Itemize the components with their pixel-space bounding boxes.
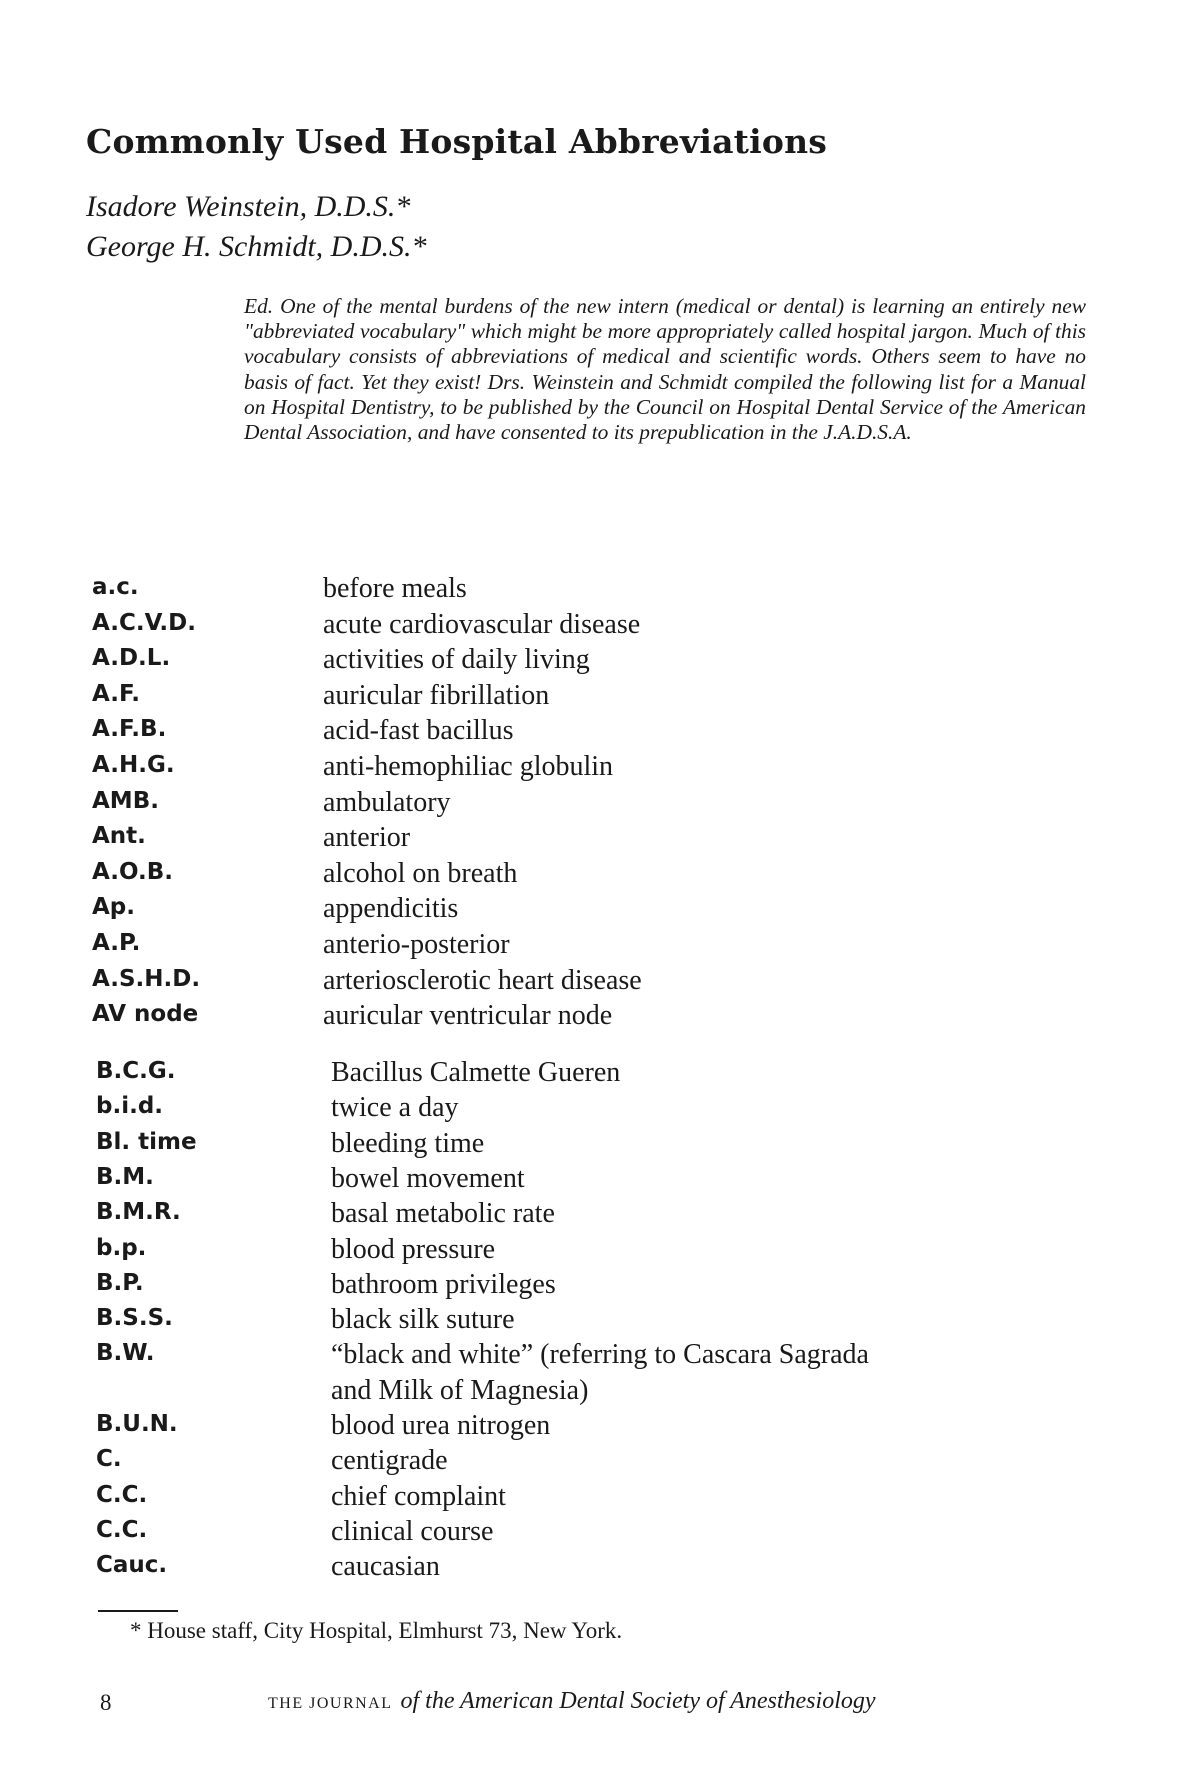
abbreviation-definition: blood pressure — [331, 1233, 496, 1265]
abbreviation-definition: chief complaint — [331, 1480, 506, 1512]
abbreviation-term: A.C.V.D. — [92, 609, 196, 636]
abbreviation-term: a.c. — [92, 574, 139, 600]
abbreviation-term: Ant. — [92, 823, 146, 850]
abbreviation-term: A.S.H.D. — [92, 965, 201, 992]
page-number: 8 — [100, 1690, 112, 1715]
abbreviation-term: b.i.d. — [96, 1093, 164, 1120]
abbreviation-term: A.H.G. — [92, 752, 175, 778]
abbreviation-term: A.F.B. — [92, 716, 167, 743]
abbreviation-term: Cauc. — [96, 1552, 168, 1579]
abbreviation-definition: centigrade — [331, 1445, 448, 1477]
abbreviation-definition: anterio-posterior — [323, 929, 510, 960]
abbreviation-term: Ap. — [92, 894, 136, 921]
abbreviation-term: A.D.L. — [92, 645, 171, 672]
abbreviation-term: AV node — [92, 1001, 199, 1028]
abbreviation-definition: arteriosclerotic heart disease — [323, 964, 642, 996]
abbreviation-definition: auricular ventricular node — [323, 1000, 613, 1032]
abbreviation-definition: clinical course — [331, 1515, 494, 1547]
abbreviation-definition: anterior — [323, 822, 411, 854]
abbreviation-term: Bl. time — [96, 1128, 197, 1155]
abbreviation-definition: twice a day — [331, 1092, 459, 1124]
abbreviation-term: A.O.B. — [92, 858, 174, 885]
author-2: George H. Schmidt, D.D.S.* — [86, 230, 427, 263]
abbreviation-definition: “black and white” (referring to Cascara Sagrada — [331, 1339, 869, 1371]
abbreviation-term: C. — [96, 1446, 122, 1473]
abbreviation-definition: basal metabolic rate — [331, 1198, 555, 1230]
abbreviation-term: A.F. — [92, 680, 141, 707]
abbreviation-definition: black silk suture — [331, 1304, 515, 1336]
abbreviation-term: A.P. — [92, 930, 141, 956]
footnote-rule — [98, 1610, 178, 1612]
abbreviation-term: B.U.N. — [96, 1411, 178, 1437]
abbreviation-definition: acid-fast bacillus — [323, 715, 514, 747]
abbreviation-term: B.C.G. — [96, 1058, 176, 1084]
abbreviation-definition: blood urea nitrogen — [331, 1410, 551, 1441]
running-footer — [268, 1688, 876, 1715]
abbreviation-term: B.M. — [96, 1163, 154, 1190]
abbreviation-definition: bathroom privileges — [331, 1268, 556, 1300]
abbreviation-term: C.C. — [96, 1516, 148, 1543]
abbreviation-definition: activities of daily living — [323, 644, 590, 676]
abbreviation-definition: Bacillus Calmette Gueren — [331, 1057, 621, 1088]
abbreviation-term: B.P. — [96, 1269, 144, 1296]
footnote: * House staff, City Hospital, Elmhurst 73, New York. — [130, 1618, 623, 1643]
abbreviation-definition: anti-hemophiliac globulin — [323, 751, 614, 782]
journal-name-rest: of the American Dental Society of Anesthesiology — [400, 1688, 876, 1714]
abbreviation-term: B.S.S. — [96, 1305, 173, 1332]
abbreviation-term: C.C. — [96, 1481, 148, 1508]
abbreviation-term: b.p. — [96, 1234, 147, 1261]
editor-note: Ed. One of the mental burdens of the new intern (medical or dental) is learning an entirely new "abbreviated vocabulary" which might be more appropriately called hospital jargon. Much of this vocabulary consists of abbreviations of medical and scientific words. Others seem to have no basis of fact. Yet they exist! Drs. Weinstein and Schmidt compiled the following list for a Manual on Hospital Dentistry, to be published by the Council on Hospital Dental Service of the American Dental Association, and have consented to its prepublication in the J.A.D.S.A. — [244, 294, 1086, 445]
abbreviation-term: B.W. — [96, 1340, 155, 1367]
abbreviation-definition: before meals — [323, 573, 467, 604]
author-1: Isadore Weinstein, D.D.S.* — [86, 190, 411, 223]
article-title: Commonly Used Hospital Abbreviations — [86, 122, 828, 161]
abbreviation-definition: caucasian — [331, 1551, 440, 1583]
abbreviation-definition-continuation: and Milk of Magnesia) — [331, 1374, 589, 1406]
abbreviation-definition: auricular fibrillation — [323, 679, 550, 711]
abbreviation-definition: appendicitis — [323, 893, 459, 925]
abbreviation-definition: ambulatory — [323, 786, 451, 818]
abbreviation-definition: alcohol on breath — [323, 857, 518, 889]
abbreviation-definition: bleeding time — [331, 1127, 485, 1159]
abbreviation-term: B.M.R. — [96, 1199, 181, 1226]
abbreviation-term: AMB. — [92, 787, 159, 814]
abbreviation-definition: acute cardiovascular disease — [323, 608, 641, 640]
journal-name-prefix: THE JOURNAL — [268, 1695, 393, 1712]
abbreviation-definition: bowel movement — [331, 1162, 525, 1194]
